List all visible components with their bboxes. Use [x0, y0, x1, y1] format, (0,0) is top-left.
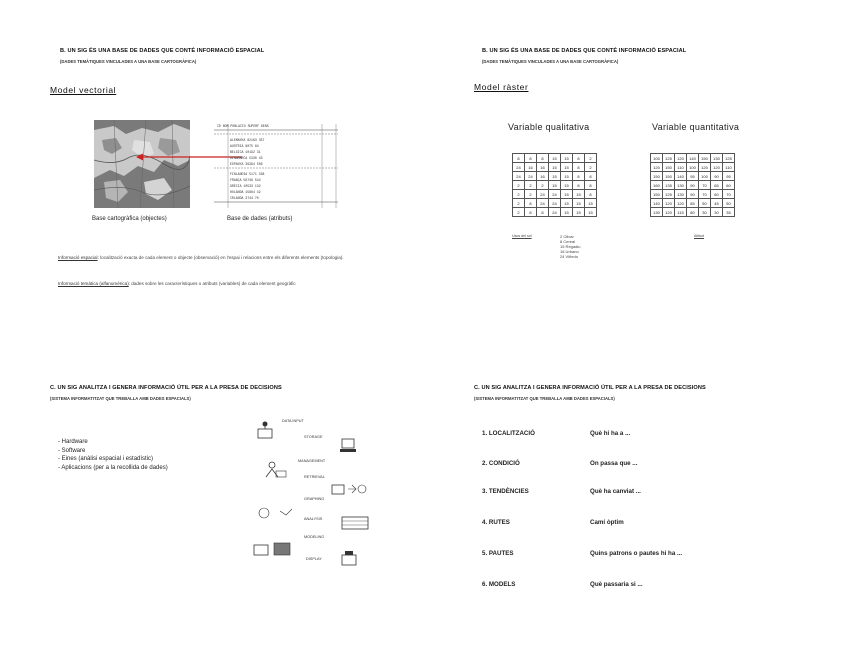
grid-cell: 120 [675, 154, 687, 163]
thematic-info-text: : dades sobre les característiques o atributs (variables) de cada element geogràfic [128, 281, 296, 286]
grid-icon [342, 517, 368, 529]
grid-cell: 15 [561, 190, 573, 199]
grid-cell: 15 [561, 172, 573, 181]
list-item: - Aplicacions (per a la recollida de dades) [58, 464, 168, 471]
grid-cell: 24 [549, 199, 561, 208]
grid-cell: 120 [699, 163, 711, 172]
question-text: On passa que ... [590, 460, 638, 467]
grid-cell: 50 [699, 199, 711, 208]
label-storage: STORAGE [304, 435, 323, 439]
grid-cell: 90 [687, 190, 699, 199]
grid-cell: 24 [525, 172, 537, 181]
db-caption: Base de dades (atributs) [227, 216, 293, 222]
grid-cell: 15 [573, 208, 585, 217]
question-text: Quins patrons o pautes hi ha ... [590, 550, 683, 557]
printer-icon [342, 551, 356, 565]
component-list [58, 438, 168, 472]
slide-subheading: (DADES TEMÀTIQUES VINCULADES A UNA BASE CARTOGRÀFICA) [60, 59, 197, 64]
question-text: Camí òptim [590, 519, 624, 526]
model-title: Model ràster [474, 82, 529, 92]
legend [560, 234, 580, 259]
grid-cell: 150 [651, 190, 663, 199]
slide-raster-model [448, 8, 848, 308]
grid-cell: 50 [723, 199, 735, 208]
grid-row [651, 190, 735, 199]
grid-row [513, 181, 597, 190]
grid-cell: 65 [711, 181, 723, 190]
label-management: MANAGEMENT [298, 459, 326, 463]
grid-cell: 15 [561, 181, 573, 190]
grid-row [651, 181, 735, 190]
grid-cell: 130 [675, 181, 687, 190]
grid-cell: 15 [561, 163, 573, 172]
grid-cell: 2 [513, 199, 525, 208]
legend-item: 8 Cereal [560, 239, 576, 244]
legend-item: 15 Regadiu [560, 244, 581, 249]
slide-subheading: (DADES TEMÀTIQUES VINCULADES A UNA BASE CARTOGRÀFICA) [482, 59, 619, 64]
grid-cell: 8 [525, 154, 537, 163]
grid-cell: 24 [513, 163, 525, 172]
label-display: DISPLAY [306, 557, 322, 561]
terminal-icon [332, 485, 366, 494]
grid-row [651, 154, 735, 163]
grid-cell: 2 [525, 181, 537, 190]
slide-subheading: (SISTEMA INFORMATITZAT QUE TREBALLA AMB DADES ESPACIALS) [50, 396, 191, 401]
label-data-input: DATA INPUT [282, 419, 304, 423]
question-text: Què hi ha a ... [590, 430, 631, 437]
thematic-info-label: Informació temàtica (alfanumèrica) [58, 281, 129, 286]
label-retrieval: RETRIEVAL [304, 475, 325, 479]
grid-cell: 85 [687, 199, 699, 208]
grid-cell: 15 [549, 154, 561, 163]
list-item: - Software [58, 447, 86, 454]
grid-cell: 95 [687, 172, 699, 181]
grid-cell: 8 [513, 154, 525, 163]
grid-cell: 140 [675, 172, 687, 181]
grid-cell: 90 [687, 181, 699, 190]
grid-cell: 2 [513, 181, 525, 190]
grid-row [651, 208, 735, 217]
person-icon [266, 462, 286, 477]
grid-cell: 2 [525, 190, 537, 199]
grid-cell: 8 [585, 172, 597, 181]
quantitative-footer: Altitud [694, 234, 704, 238]
grid-cell: 8 [525, 208, 537, 217]
grid-cell: 140 [651, 199, 663, 208]
grid-row [651, 163, 735, 172]
grid-cell: 110 [723, 163, 735, 172]
attribute-table-image: ID NOM POBLACIO SUPERF DENS ALEMANYA 82163 357 AUSTRIA 8075 84 BELGICA 10192 31 DINAMARCA 5330 43 ESPANYA 39394 506 FINLANDIA 5171 338 FRANÇA 58749 544 GRECIA 10533 132 HOLANDA 15864 42 IRLANDA 3744 70 [217, 124, 269, 200]
grid-cell: 45 [711, 199, 723, 208]
grid-cell: 120 [663, 208, 675, 217]
question-text: Què passaria si ... [590, 581, 643, 588]
grid-cell: 100 [699, 172, 711, 181]
quantitative-grid [650, 153, 735, 217]
grid-cell: 110 [675, 163, 687, 172]
grid-cell: 8 [585, 181, 597, 190]
grid-cell: 125 [663, 190, 675, 199]
grid-cell: 150 [663, 172, 675, 181]
grid-row [651, 199, 735, 208]
map-image [94, 120, 190, 208]
grid-cell: 130 [651, 208, 663, 217]
grid-cell: 100 [651, 154, 663, 163]
grid-cell: 16 [537, 172, 549, 181]
legend-item: 16 Urbano [560, 249, 579, 254]
question-label: 4. RUTES [482, 519, 510, 526]
grid-cell: 8 [573, 163, 585, 172]
question-text: Què ha canviat ... [590, 488, 641, 495]
grid-cell: 24 [537, 190, 549, 199]
grid-cell: 15 [549, 163, 561, 172]
slide-heading: C. UN SIG ANALITZA I GENERA INFORMACIÓ ÚTIL PER A LA PRESA DE DECISIONS [50, 385, 282, 391]
slide-heading: B. UN SIG ÉS UNA BASE DE DADES QUE CONTÉ INFORMACIÓ ESPACIAL [482, 48, 687, 54]
grid-cell: 15 [585, 208, 597, 217]
grid-cell: 130 [711, 154, 723, 163]
grid-cell: 8 [573, 172, 585, 181]
question-label: 1. LOCALITZACIÓ [482, 430, 535, 437]
qualitative-title: Variable qualitativa [508, 122, 590, 132]
grid-cell: 35 [723, 208, 735, 217]
grid-cell: 70 [699, 190, 711, 199]
spatial-info-label: Informació espacial [58, 255, 98, 260]
grid-cell: 2 [513, 208, 525, 217]
label-analysis: ANALYSIS [304, 517, 323, 521]
grid-cell: 24 [537, 199, 549, 208]
grid-cell: 24 [549, 190, 561, 199]
slide-gis-components [24, 345, 424, 645]
question-label: 2. CONDICIÓ [482, 460, 520, 467]
grid-cell: 70 [723, 190, 735, 199]
grid-cell: 15 [573, 190, 585, 199]
grid-cell: 150 [663, 163, 675, 172]
slide-vector-model [24, 8, 424, 308]
grid-row [513, 208, 597, 217]
grid-cell: 100 [687, 163, 699, 172]
model-title: Model vectorial [50, 85, 117, 95]
grid-cell: 15 [549, 181, 561, 190]
question-label: 3. TENDÈNCIES [482, 488, 529, 495]
grid-cell: 135 [663, 181, 675, 190]
gis-diagram [246, 415, 376, 605]
grid-row [513, 154, 597, 163]
thematic-info-paragraph [58, 280, 388, 288]
grid-cell: 24 [513, 172, 525, 181]
slide-gis-questions [448, 345, 848, 645]
digitizer-icon [258, 422, 272, 439]
grid-cell: 24 [549, 208, 561, 217]
grid-cell: 60 [723, 181, 735, 190]
grid-cell: 8 [537, 154, 549, 163]
grid-cell: 125 [723, 154, 735, 163]
qualitative-grid [512, 153, 597, 217]
computer-icon [340, 439, 356, 452]
grid-cell: 120 [711, 163, 723, 172]
grid-cell: 15 [573, 199, 585, 208]
grid-cell: 120 [675, 199, 687, 208]
grid-cell: 125 [663, 154, 675, 163]
map-caption: Base cartogràfica (objectes) [92, 216, 167, 222]
spatial-info-text: : localització exacta de cada element o objecte (observació) en l'espai i relacions entre els diferents elements (topologia). [97, 255, 344, 260]
legend-item: 24 Viñedo [560, 254, 578, 259]
chart-icon [259, 508, 292, 518]
qualitative-footer: Usos del sòl [512, 234, 532, 238]
slide-subheading: (SISTEMA INFORMATITZAT QUE TREBALLA AMB DADES ESPACIALS) [474, 396, 615, 401]
grid-cell: 15 [561, 199, 573, 208]
list-item: - Hardware [58, 439, 88, 445]
grid-cell: 120 [663, 199, 675, 208]
grid-cell: 15 [549, 172, 561, 181]
grid-cell: 8 [573, 181, 585, 190]
slide-heading: B. UN SIG ÉS UNA BASE DE DADES QUE CONTÉ INFORMACIÓ ESPACIAL [60, 48, 265, 54]
grid-cell: 60 [711, 190, 723, 199]
grid-cell: 15 [561, 154, 573, 163]
grid-cell: 90 [711, 172, 723, 181]
grid-row [513, 172, 597, 181]
grid-cell: 2 [513, 190, 525, 199]
grid-cell: 95 [723, 172, 735, 181]
grid-cell: 115 [675, 208, 687, 217]
grid-cell: 150 [651, 172, 663, 181]
quantitative-title: Variable quantitativa [652, 122, 740, 132]
grid-cell: 160 [651, 181, 663, 190]
grid-row [513, 190, 597, 199]
grid-cell: 120 [651, 163, 663, 172]
grid-cell: 30 [699, 208, 711, 217]
grid-cell: 2 [585, 154, 597, 163]
grid-cell: 70 [699, 181, 711, 190]
grid-row [513, 163, 597, 172]
question-label: 6. MODELS [482, 581, 516, 588]
grid-cell: 15 [561, 208, 573, 217]
list-item: - Eines (anàlisi espacial i estadístic) [58, 456, 154, 462]
grid-cell: 30 [711, 208, 723, 217]
grid-cell: 8 [525, 199, 537, 208]
grid-cell: 15 [585, 199, 597, 208]
legend-item: 2 Olivar [560, 234, 574, 239]
question-label: 5. PAUTES [482, 550, 514, 557]
grid-cell: 130 [675, 190, 687, 199]
grid-cell: 8 [585, 190, 597, 199]
grid-cell: 2 [585, 163, 597, 172]
grid-cell: 8 [573, 154, 585, 163]
spatial-info-paragraph [58, 254, 388, 262]
grid-row [513, 199, 597, 208]
slide-heading: C. UN SIG ANALITZA I GENERA INFORMACIÓ ÚTIL PER A LA PRESA DE DECISIONS [474, 385, 706, 391]
label-graphing: GRAPHING [304, 497, 325, 501]
grid-cell: 80 [687, 208, 699, 217]
grid-cell: 16 [525, 163, 537, 172]
grid-cell: 8 [537, 208, 549, 217]
grid-cell: 2 [537, 181, 549, 190]
map-icon [254, 543, 290, 555]
label-modeling: MODELING [304, 535, 325, 539]
grid-cell: 140 [687, 154, 699, 163]
grid-cell: 150 [699, 154, 711, 163]
grid-cell: 16 [537, 163, 549, 172]
grid-row [651, 172, 735, 181]
